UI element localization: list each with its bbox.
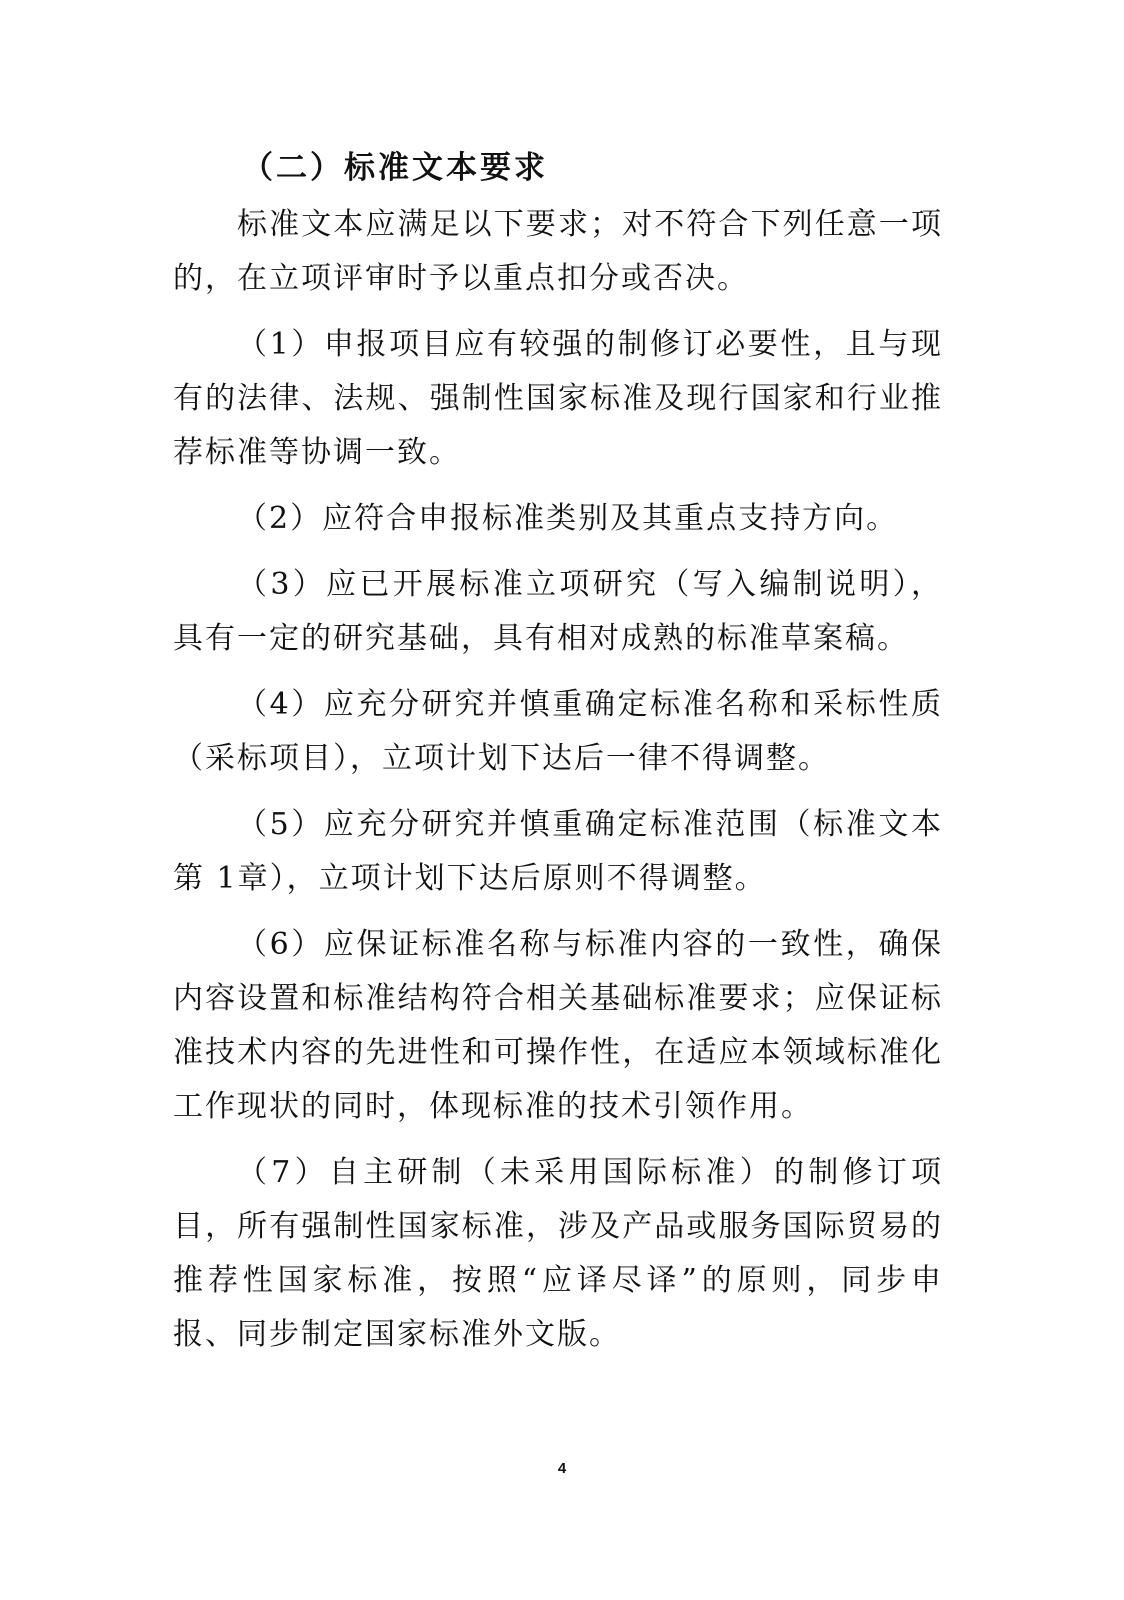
requirement-item-5: （5）应充分研究并慎重确定标准范围（标准文本第 1章），立项计划下达后原则不得调整。 [173,807,943,896]
requirement-item-2: （2）应符合申报标准类别及其重点支持方向。 [237,501,899,536]
requirement-item-4: （4）应充分研究并慎重确定标准名称和采标性质（采标项目），立项计划下达后一律不得调整。 [173,687,943,776]
requirement-item-7: （7）自主研制（未采用国际标准）的制修订项目，所有强制性国家标准，涉及产品或服务国际贸易的推荐性国家标准，按照“应译尽译”的原则，同步申报、同步制定国家标准外文版。 [173,1155,943,1352]
section-heading: （二）标准文本要求 [242,150,548,186]
section-body [173,138,943,1374]
intro-paragraph: 标准文本应满足以下要求；对不符合下列任意一项的，在立项评审时予以重点扣分或否决。 [173,207,943,296]
requirement-item-1: （1）申报项目应有较强的制修订必要性，且与现有的法律、法规、强制性国家标准及现行国家和行业推荐标准等协调一致。 [173,327,943,470]
requirement-item-6: （6）应保证标准名称与标准内容的一致性，确保内容设置和标准结构符合相关基础标准要求；应保证标准技术内容的先进性和可操作性，在适应本领域标准化工作现状的同时，体现标准的技术引领作用。 [173,927,943,1124]
requirement-item-3: （3）应已开展标准立项研究（写入编制说明），具有一定的研究基础，具有相对成熟的标准草案稿。 [173,567,943,656]
page-number: 4 [557,1460,567,1477]
